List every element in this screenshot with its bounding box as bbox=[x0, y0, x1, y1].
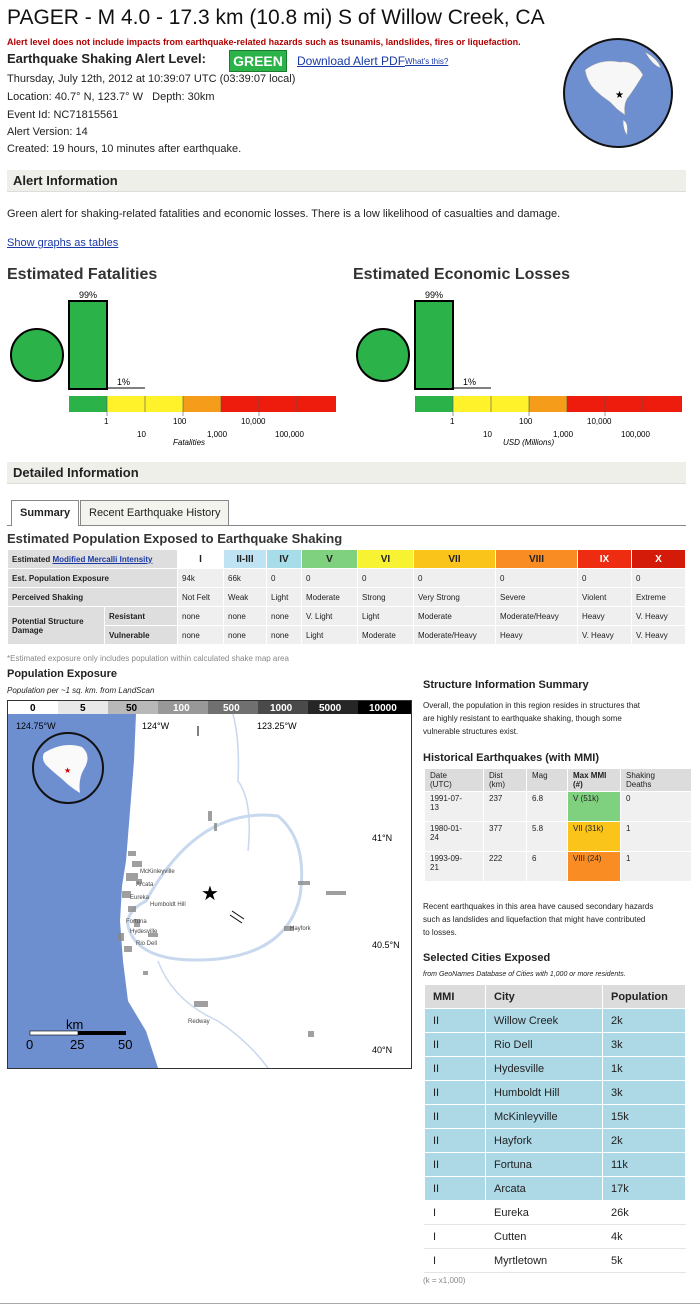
city-mmi: I bbox=[425, 1225, 486, 1249]
svg-text:10,000: 10,000 bbox=[587, 417, 612, 426]
city-name: Cutten bbox=[486, 1225, 603, 1249]
city-mmi: I bbox=[425, 1249, 486, 1273]
page-divider bbox=[0, 1303, 700, 1304]
city-name: Myrtletown bbox=[486, 1249, 603, 1273]
svg-text:99%: 99% bbox=[425, 290, 444, 300]
city-row bbox=[425, 1057, 686, 1081]
city-row bbox=[425, 1105, 686, 1129]
city-population: 2k bbox=[603, 1129, 686, 1153]
city-population: 5k bbox=[603, 1249, 686, 1273]
svg-text:100: 100 bbox=[173, 417, 187, 426]
structure-text: Overall, the population in this region resides in structures that are highly resistant to earthquake shaking, though some vulnerable structures exist. bbox=[423, 701, 641, 736]
fatalities-top-pct: 99% bbox=[79, 290, 98, 300]
svg-text:1,000: 1,000 bbox=[553, 430, 574, 439]
event-id: Event Id: NC71815561 bbox=[7, 109, 119, 121]
svg-text:100: 100 bbox=[519, 417, 533, 426]
svg-text:500: 500 bbox=[223, 703, 240, 714]
city-row bbox=[425, 1033, 686, 1057]
exposure-title: Estimated Population Exposed to Earthquake Shaking bbox=[7, 531, 343, 546]
structure-heading: Structure Information Summary bbox=[423, 679, 589, 691]
city-name: Rio Dell bbox=[486, 1033, 603, 1057]
city-name: Hayfork bbox=[486, 1129, 603, 1153]
population-exposure-subtitle: Population per ~1 sq. km. from LandScan bbox=[7, 686, 155, 695]
city-name: Arcata bbox=[486, 1177, 603, 1201]
epicenter-star-icon: ★ bbox=[201, 883, 219, 905]
svg-text:1,000: 1,000 bbox=[207, 430, 228, 439]
tab-recent-earthquake-history[interactable]: Recent Earthquake History bbox=[80, 500, 229, 525]
svg-text:Arcata: Arcata bbox=[136, 882, 154, 888]
svg-text:Eureka: Eureka bbox=[130, 895, 150, 901]
city-row bbox=[425, 1225, 686, 1249]
cities-table: MMI City Population II Willow Creek 2k II Rio Dell 3k II Hydesville 1k II Humboldt Hill 3k II McKinleyville 15k II Hayfork 2k II Fortuna 11k II Arcata 17k I Eureka 26k I Cutten 4k I Myrtletown 5k bbox=[424, 984, 686, 1273]
whats-this-link[interactable]: What's this? bbox=[405, 57, 449, 66]
cities-subtitle: from GeoNames Database of Cities with 1,000 or more residents. bbox=[423, 971, 626, 978]
city-mmi: II bbox=[425, 1009, 486, 1033]
lat-label-2: 40.5°N bbox=[372, 940, 400, 950]
svg-text:Fortuna: Fortuna bbox=[126, 919, 147, 925]
svg-text:5000: 5000 bbox=[319, 703, 342, 714]
svg-text:25: 25 bbox=[70, 1037, 85, 1052]
city-population: 11k bbox=[603, 1153, 686, 1177]
svg-text:10: 10 bbox=[483, 430, 492, 439]
inset-globe bbox=[33, 733, 103, 803]
city-population: 4k bbox=[603, 1225, 686, 1249]
page-title: PAGER - M 4.0 - 17.3 km (10.8 mi) S of Willow Creek, CA bbox=[7, 6, 545, 29]
losses-bar-99 bbox=[415, 301, 453, 389]
fatalities-low-pct: 1% bbox=[117, 377, 131, 387]
city-row bbox=[425, 1177, 686, 1201]
population-pixels bbox=[118, 811, 346, 1037]
location-globe bbox=[563, 38, 673, 148]
svg-text:km: km bbox=[66, 1017, 84, 1032]
city-population: 15k bbox=[603, 1105, 686, 1129]
lat-label-3: 40°N bbox=[372, 1045, 393, 1055]
fatalities-chart bbox=[7, 288, 342, 450]
alert-level-badge: GREEN bbox=[229, 50, 287, 72]
city-name: Eureka bbox=[486, 1201, 603, 1225]
svg-text:50: 50 bbox=[118, 1037, 133, 1052]
alert-information-header: Alert Information bbox=[7, 170, 686, 192]
svg-text:Fatalities: Fatalities bbox=[173, 438, 206, 447]
svg-text:★: ★ bbox=[64, 766, 72, 775]
city-mmi: II bbox=[425, 1129, 486, 1153]
svg-text:Hydesville: Hydesville bbox=[130, 929, 158, 935]
historical-heading: Historical Earthquakes (with MMI) bbox=[423, 752, 600, 764]
svg-text:Rio Dell: Rio Dell bbox=[136, 941, 158, 947]
epicenter-star-icon: ★ bbox=[615, 90, 624, 101]
city-mmi: II bbox=[425, 1177, 486, 1201]
city-population: 17k bbox=[603, 1177, 686, 1201]
losses-green-circle bbox=[357, 329, 409, 381]
svg-text:0: 0 bbox=[26, 1037, 34, 1052]
city-mmi: I bbox=[425, 1201, 486, 1225]
svg-text:10: 10 bbox=[137, 430, 146, 439]
exposure-note: *Estimated exposure only includes population within calculated shake map area bbox=[7, 654, 289, 663]
historical-text: Recent earthquakes in this area have caused secondary hazards such as landslides and liquefaction that might have contributed to losses. bbox=[423, 902, 654, 937]
city-mmi: II bbox=[425, 1105, 486, 1129]
city-row bbox=[425, 1249, 686, 1273]
city-name: McKinleyville bbox=[486, 1105, 603, 1129]
tab-summary[interactable]: Summary bbox=[11, 500, 79, 526]
svg-text:10000: 10000 bbox=[369, 703, 397, 714]
cities-note: (k = x1,000) bbox=[423, 1276, 466, 1285]
alert-version: Alert Version: 14 bbox=[7, 126, 88, 138]
city-name: Willow Creek bbox=[486, 1009, 603, 1033]
city-population: 3k bbox=[603, 1081, 686, 1105]
alert-summary-text: Green alert for shaking-related fatalities and economic losses. There is a low likelihood of casualties and damage. bbox=[7, 208, 561, 220]
detail-tabs bbox=[7, 500, 686, 526]
svg-text:Humboldt Hill: Humboldt Hill bbox=[150, 902, 186, 908]
mmi-link[interactable]: Modified Mercalli Intensity bbox=[52, 554, 153, 564]
event-location: Location: 40.7° N, 123.7° W Depth: 30km bbox=[7, 91, 215, 103]
fatalities-bar-99 bbox=[69, 301, 107, 389]
population-legend bbox=[8, 701, 411, 714]
svg-text:100: 100 bbox=[173, 703, 190, 714]
detailed-information-header: Detailed Information bbox=[7, 462, 686, 484]
svg-text:5: 5 bbox=[80, 703, 86, 714]
city-population: 1k bbox=[603, 1057, 686, 1081]
hazard-warning: Alert level does not include impacts from earthquake-related hazards such as tsunamis, landslides, fires or liquefaction. bbox=[7, 37, 521, 47]
show-graphs-as-tables-link[interactable]: Show graphs as tables bbox=[7, 237, 119, 249]
city-name: Fortuna bbox=[486, 1153, 603, 1177]
svg-text:McKinleyville: McKinleyville bbox=[140, 869, 175, 875]
population-map bbox=[7, 700, 412, 1069]
svg-text:50: 50 bbox=[126, 703, 138, 714]
svg-text:1: 1 bbox=[104, 417, 109, 426]
historical-row: 1993-09- 21 222 6 VIII (24) 1 bbox=[425, 852, 692, 882]
svg-text:1: 1 bbox=[450, 417, 455, 426]
svg-text:Redway: Redway bbox=[188, 1019, 210, 1025]
created-time: Created: 19 hours, 10 minutes after earthquake. bbox=[7, 143, 242, 155]
lon-label-1: 124.75°W bbox=[16, 721, 56, 731]
exposure-table: Estimated Modified Mercalli Intensity I II-III IV V VI VII VIII IX X Est. Population Exposure 94k 66k 0 0 0 0 0 0 0 Perceived Shaking Not Felt Weak Light Moderate Strong Very Strong Severe Violent Extreme Potential Structure Damage Resistant none none none V. Light Light Moderate Moderate/Heavy Heavy V. Heavy Vulnerable none none none Light Moderate Moderate/Heavy Heavy V. Heavy V. Heavy bbox=[7, 549, 686, 645]
lon-label-3: 123.25°W bbox=[257, 721, 297, 731]
city-mmi: II bbox=[425, 1033, 486, 1057]
historical-row: 1991-07- 13 237 6.8 V (51k) 0 bbox=[425, 792, 692, 822]
city-row bbox=[425, 1009, 686, 1033]
svg-text:1000: 1000 bbox=[270, 703, 293, 714]
city-population: 3k bbox=[603, 1033, 686, 1057]
svg-text:USD (Millions): USD (Millions) bbox=[503, 438, 555, 447]
alert-level-label: Earthquake Shaking Alert Level: bbox=[7, 51, 206, 66]
city-population: 26k bbox=[603, 1201, 686, 1225]
city-population: 2k bbox=[603, 1009, 686, 1033]
city-row bbox=[425, 1129, 686, 1153]
svg-text:100,000: 100,000 bbox=[621, 430, 650, 439]
historical-row: 1980-01- 24 377 5.8 VII (31k) 1 bbox=[425, 822, 692, 852]
city-row bbox=[425, 1081, 686, 1105]
population-exposure-title: Population Exposure bbox=[7, 668, 118, 680]
city-name: Hydesville bbox=[486, 1057, 603, 1081]
lat-label-1: 41°N bbox=[372, 833, 393, 843]
mmi-row-header: Estimated Modified Mercalli Intensity bbox=[8, 550, 178, 569]
historical-table: Date (UTC) Dist (km) Mag Max MMI (#) Shaking Deaths 1991-07- 13 237 6.8 V (51k) 0 1980-01- 24 377 5.8 VII (31k) 1 1993-09- 21 222 6 VIII (24) 1 bbox=[424, 768, 692, 882]
city-name: Humboldt Hill bbox=[486, 1081, 603, 1105]
city-row bbox=[425, 1201, 686, 1225]
city-mmi: II bbox=[425, 1057, 486, 1081]
svg-text:1%: 1% bbox=[463, 377, 477, 387]
city-row bbox=[425, 1153, 686, 1177]
losses-chart bbox=[353, 288, 688, 450]
losses-title: Estimated Economic Losses bbox=[353, 266, 570, 283]
event-time: Thursday, July 12th, 2012 at 10:39:07 UTC (03:39:07 local) bbox=[7, 73, 296, 85]
fatalities-green-circle bbox=[11, 329, 63, 381]
svg-text:100,000: 100,000 bbox=[275, 430, 304, 439]
cities-heading: Selected Cities Exposed bbox=[423, 952, 551, 964]
svg-text:10,000: 10,000 bbox=[241, 417, 266, 426]
download-pdf-link[interactable]: Download Alert PDF bbox=[297, 54, 406, 68]
lon-label-2: 124°W bbox=[142, 721, 170, 731]
city-mmi: II bbox=[425, 1081, 486, 1105]
city-mmi: II bbox=[425, 1153, 486, 1177]
svg-text:Hayfork: Hayfork bbox=[290, 926, 311, 932]
svg-text:0: 0 bbox=[30, 703, 36, 714]
fatalities-title: Estimated Fatalities bbox=[7, 266, 158, 283]
